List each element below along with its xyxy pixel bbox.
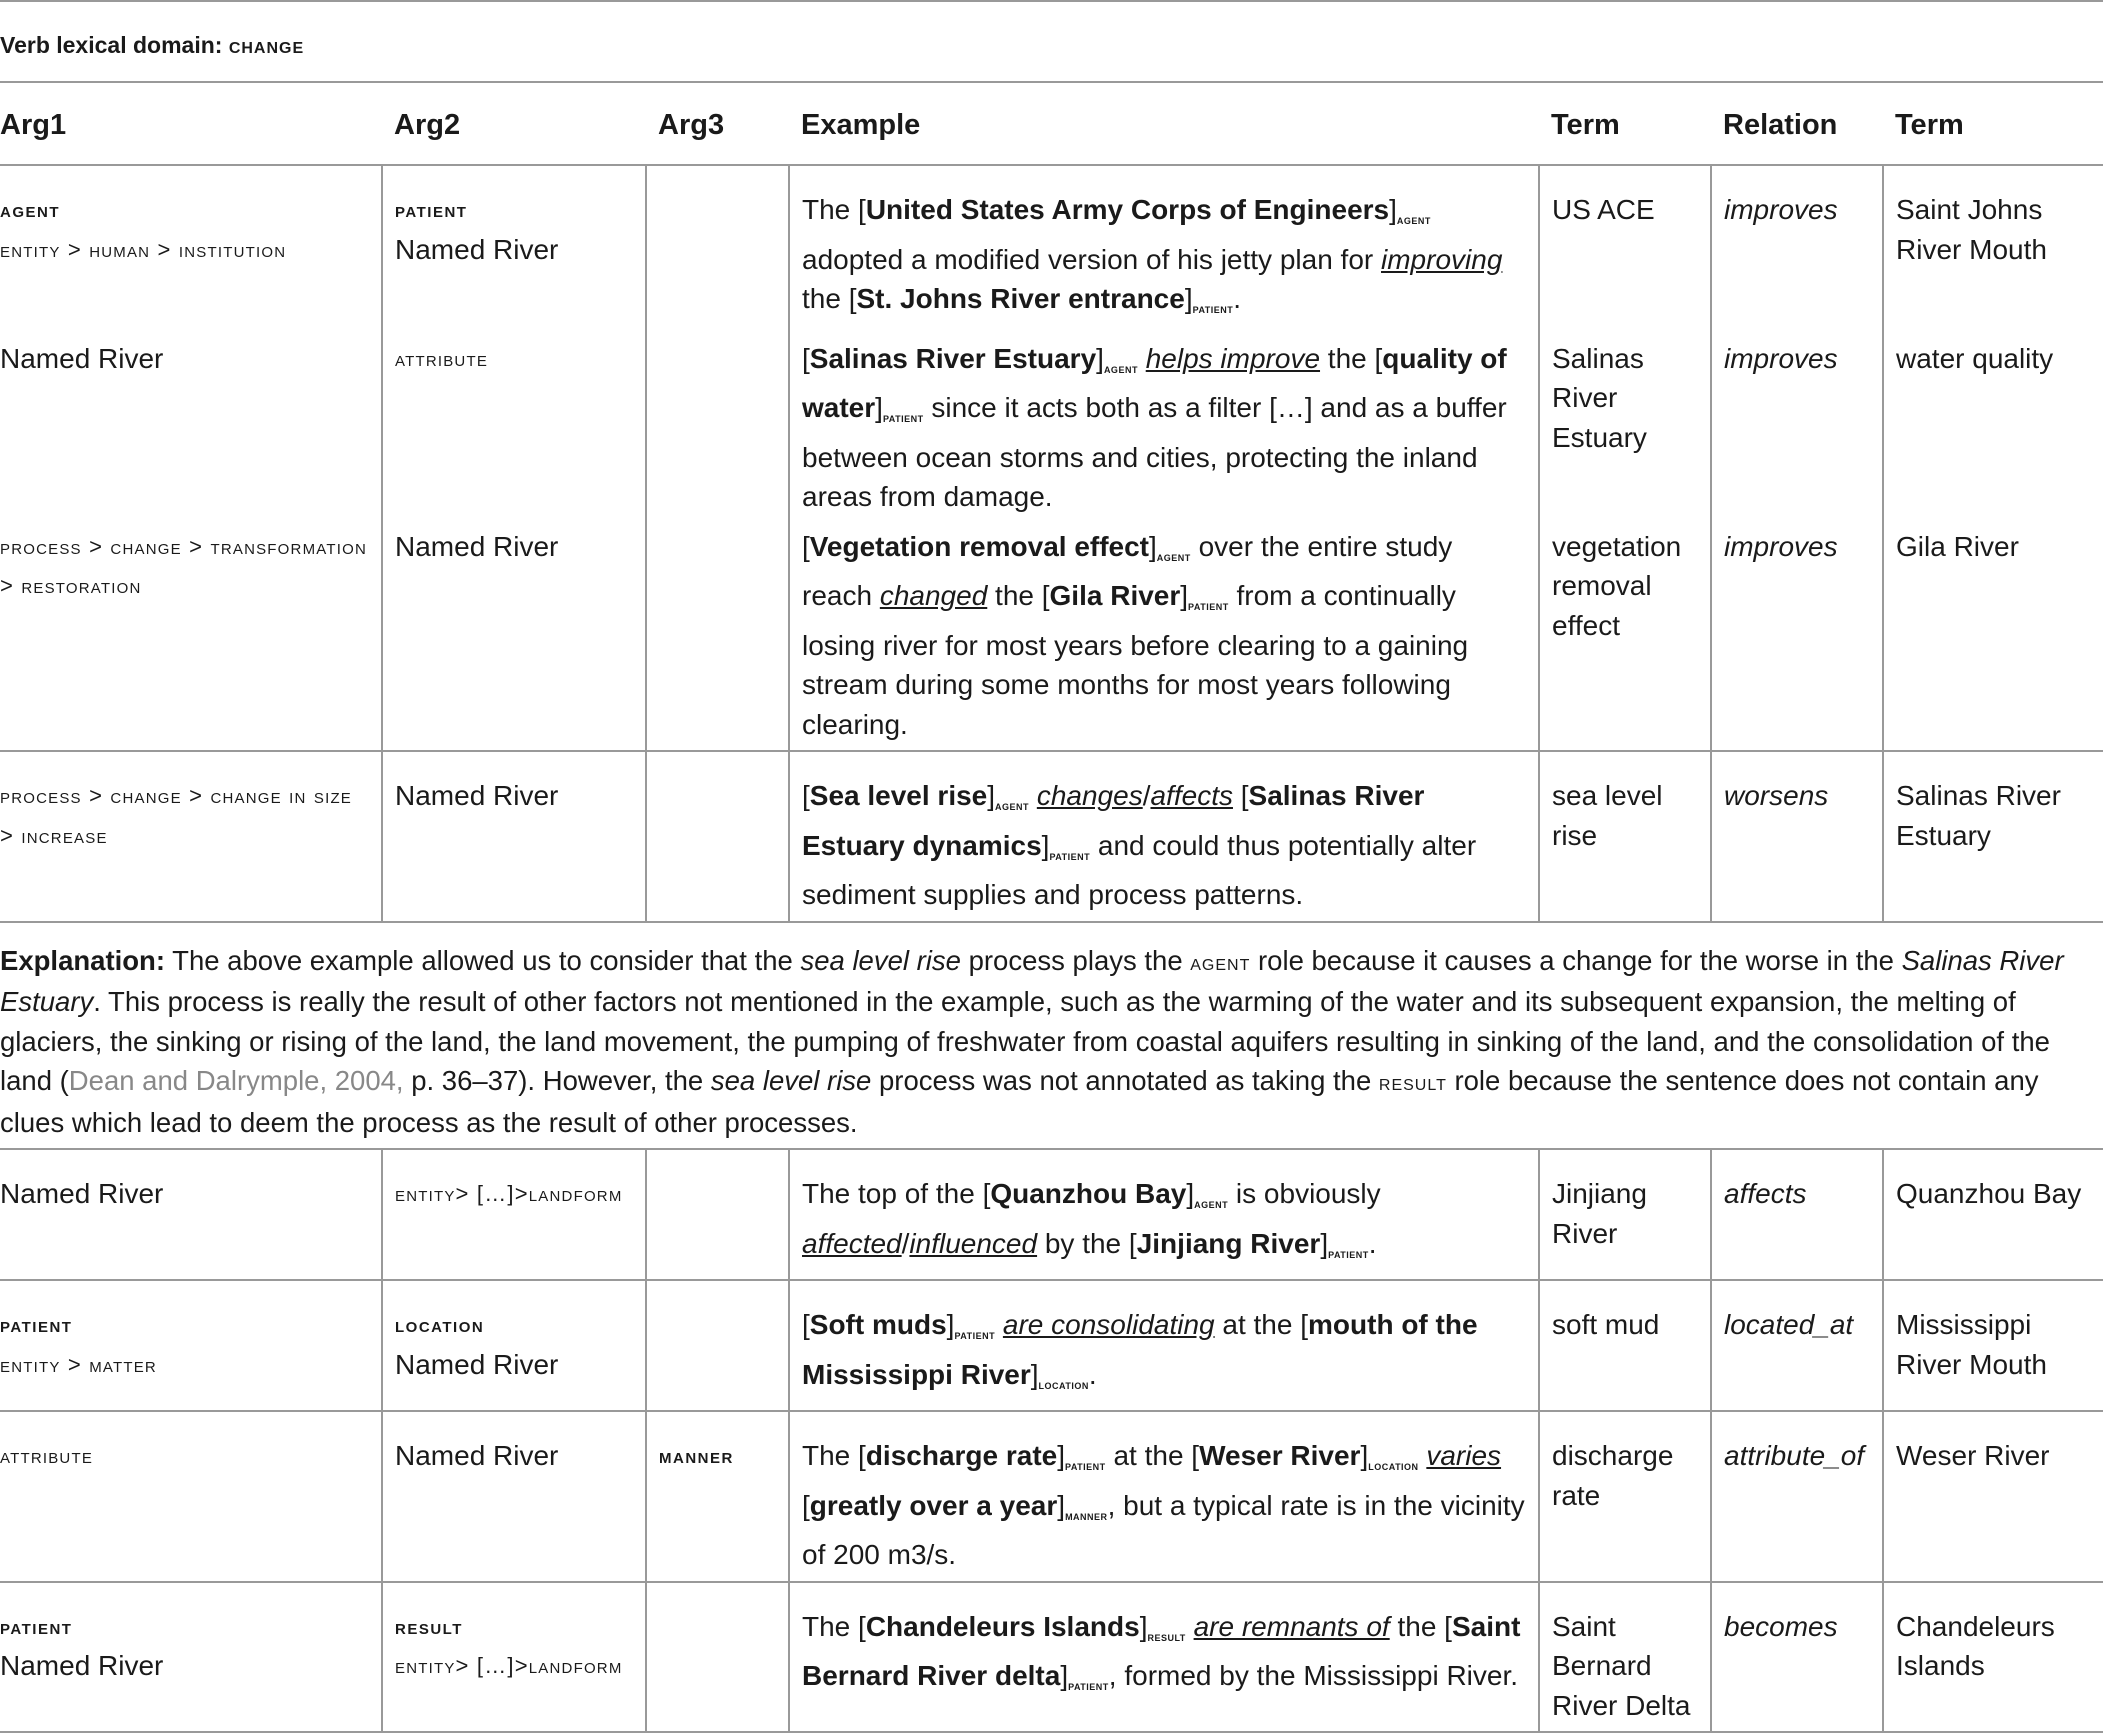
explanation-part: p. 36–37). However, the bbox=[403, 1065, 711, 1096]
header-row bbox=[0, 82, 2103, 165]
example-cell: [Sea level $rise]_{agent}$ changes/affects [Salinas River Estuary $dynamics]_{patient}$ and could thus potentially alter sediment supplies and process patterns. bbox=[789, 751, 1539, 922]
header-example: Example bbox=[789, 82, 1539, 165]
example-cell: The [United States Army Corps of $Engineers]_{agent}$ adopted a modified version of his jetty plan for improving the [St. Johns River $entrance]_{patient}$. bbox=[789, 165, 1539, 335]
term1-cell: discharge rate bbox=[1539, 1411, 1711, 1582]
table-row bbox=[0, 751, 2103, 922]
title-prefix: Verb lexical domain: bbox=[0, 32, 223, 58]
explanation-part: process was not annotated as taking the bbox=[871, 1065, 1379, 1096]
arg2-role: patient bbox=[395, 197, 468, 222]
explanation-part: role because the sentence does not contain any clues which lead to deem the process as the result of other processes. bbox=[0, 1065, 2039, 1138]
relation-cell: improves bbox=[1711, 335, 1883, 523]
arg1-ontology: entity > matter bbox=[0, 1351, 157, 1377]
arg2-cell bbox=[382, 165, 646, 335]
arg1-ontology: process > change > transformation > restoration bbox=[0, 533, 367, 598]
relation-cell: located_at bbox=[1711, 1280, 1883, 1411]
header-relation: Relation bbox=[1711, 82, 1883, 165]
term2-cell: Quanzhou Bay bbox=[1883, 1149, 2103, 1280]
arg2-text: Named River bbox=[395, 233, 559, 265]
explanation-label: Explanation: bbox=[0, 944, 166, 976]
arg3-cell bbox=[646, 1280, 789, 1411]
term1-cell: sea level rise bbox=[1539, 751, 1711, 922]
explanation-text bbox=[0, 922, 2103, 1150]
relation-cell: affects bbox=[1711, 1149, 1883, 1280]
table-row bbox=[0, 1149, 2103, 1280]
example-cell: The [discharge $rate]_{patient}$ at the [Weser $River]_{location}$ varies [greatly over a $year]_{manner}$, but a typical rate is in the vicinity of 200 m3/s. bbox=[789, 1411, 1539, 1582]
header-term-2: Term bbox=[1883, 82, 2103, 165]
explanation-part: The above example allowed us to consider that the bbox=[165, 944, 801, 976]
header-arg1: Arg1 bbox=[0, 82, 382, 165]
term1-cell: US ACE bbox=[1539, 165, 1711, 335]
arg1-cell bbox=[0, 751, 382, 922]
example-cell: [Salinas River $Estuary]_{agent}$ helps improve the [quality of $water]_{patient}$ since it acts both as a filter […] and as a buffer between ocean storms and cities, protecting the inland areas from damage. bbox=[789, 335, 1539, 523]
arg2-cell bbox=[382, 335, 646, 523]
arg1-role: patient bbox=[0, 1312, 73, 1337]
table-title bbox=[0, 1, 2103, 82]
arg3-role: manner bbox=[659, 1443, 734, 1468]
arg1-cell bbox=[0, 523, 382, 752]
relation-cell: becomes bbox=[1711, 1582, 1883, 1733]
relation-cell: attribute_of bbox=[1711, 1411, 1883, 1582]
explanation-part: role because it causes a change for the worse in the bbox=[1250, 944, 1902, 976]
citation-link[interactable]: Dean and Dalrymple, 2004, bbox=[68, 1065, 404, 1096]
arg3-cell bbox=[646, 1582, 789, 1733]
table-row bbox=[0, 1582, 2103, 1733]
example-cell: The [Chandeleurs $Islands]_{result}$ are remnants of the [Saint Bernard River $delta]_{patient}$, formed by the Mississippi River. bbox=[789, 1582, 1539, 1733]
explanation-row bbox=[0, 922, 2103, 1150]
term1-cell: Saint Bernard River Delta bbox=[1539, 1582, 1711, 1733]
arg3-cell bbox=[646, 1149, 789, 1280]
explanation-italic: sea level rise bbox=[800, 944, 961, 976]
term2-cell: Weser River bbox=[1883, 1411, 2103, 1582]
term1-cell: soft mud bbox=[1539, 1280, 1711, 1411]
arg3-cell bbox=[646, 165, 789, 335]
arg2-ontology: attribute bbox=[395, 345, 489, 371]
explanation-italic: sea level rise bbox=[710, 1065, 872, 1096]
term2-cell: water quality bbox=[1883, 335, 2103, 523]
header-arg3: Arg3 bbox=[646, 82, 789, 165]
arg1-cell bbox=[0, 1411, 382, 1582]
term1-cell: Salinas River Estuary bbox=[1539, 335, 1711, 523]
term1-cell: Jinjiang River bbox=[1539, 1149, 1711, 1280]
relation-cell: improves bbox=[1711, 523, 1883, 752]
arg1-role: agent bbox=[0, 197, 60, 222]
arg2-ontology: entity> […]>landform bbox=[395, 1181, 623, 1206]
arg2-cell bbox=[382, 1582, 646, 1733]
table-row bbox=[0, 1411, 2103, 1582]
arg2-ontology: entity> […]>landform bbox=[395, 1653, 623, 1678]
explanation-italic: Salinas River Estuary bbox=[0, 944, 2064, 1017]
arg3-cell bbox=[646, 751, 789, 922]
arg1-ontology: process > change > change in size > increase bbox=[0, 783, 353, 848]
table-title-row bbox=[0, 1, 2103, 82]
arg1-role: patient bbox=[0, 1613, 73, 1639]
arg1-text: Named River bbox=[0, 1650, 164, 1681]
explanation-part: process plays the bbox=[960, 944, 1191, 976]
arg1-ontology: entity > human > institution bbox=[0, 236, 287, 262]
arg3-cell bbox=[646, 335, 789, 523]
explanation-role: result bbox=[1378, 1069, 1447, 1095]
term2-cell: Mississippi River Mouth bbox=[1883, 1280, 2103, 1411]
arg2-cell bbox=[382, 1280, 646, 1411]
term2-cell: Chandeleurs Islands bbox=[1883, 1582, 2103, 1733]
arg1-cell bbox=[0, 1280, 382, 1411]
arg2-cell: Named River bbox=[382, 1411, 646, 1582]
arg1-cell: Named River bbox=[0, 1178, 164, 1209]
term2-cell: Salinas River Estuary bbox=[1883, 751, 2103, 922]
arg2-cell: Named River bbox=[382, 523, 646, 752]
arg3-cell bbox=[646, 1411, 789, 1582]
table-row bbox=[0, 1280, 2103, 1411]
example-cell: [Soft $muds]_{patient}$ are consolidating at the [mouth of the Mississippi $River]_{location}$. bbox=[789, 1280, 1539, 1411]
title-domain: change bbox=[228, 32, 305, 58]
arg1-cell: Named River bbox=[0, 342, 164, 374]
term2-cell: Saint Johns River Mouth bbox=[1883, 165, 2103, 335]
header-term: Term bbox=[1539, 82, 1711, 165]
table-row bbox=[0, 335, 2103, 523]
explanation-role: agent bbox=[1190, 948, 1251, 975]
header-arg2: Arg2 bbox=[382, 82, 646, 165]
arg1-cell bbox=[0, 1582, 382, 1733]
table-row bbox=[0, 165, 2103, 335]
explanation-part: . This process is really the result of other factors not mentioned in the example, such as the warming of the water and its subsequent expansion, the melting of glaciers, the sinking or rising of the land, the land movement, the pumping of freshwater from coastal aquifers resulting in sinking of the land, and the consolidation of the land ( bbox=[0, 986, 2050, 1096]
arg2-cell bbox=[382, 1149, 646, 1280]
relation-cell: improves bbox=[1711, 165, 1883, 335]
arg2-role: location bbox=[395, 1312, 485, 1337]
arg1-cell bbox=[0, 165, 382, 335]
table-row bbox=[0, 523, 2103, 752]
example-cell: [Vegetation removal $effect]_{agent}$ over the entire study reach changed the [Gila $River]_{patient}$ from a continually losing river for most years before clearing to a gaining stream during some months for most years following clearing. bbox=[789, 523, 1539, 752]
arg1-ontology: attribute bbox=[0, 1443, 94, 1468]
term2-cell: Gila River bbox=[1883, 523, 2103, 752]
arg2-role: result bbox=[395, 1613, 463, 1639]
term1-cell: vegetation removal effect bbox=[1539, 523, 1711, 752]
relation-cell: worsens bbox=[1711, 751, 1883, 922]
arg3-cell bbox=[646, 523, 789, 752]
arg2-cell: Named River bbox=[382, 751, 646, 922]
example-cell: The top of the [Quanzhou $Bay]_{agent}$ is obviously affected/influenced by the [Jinjiang $River]_{patient}$. bbox=[789, 1149, 1539, 1280]
arg2-text: Named River bbox=[395, 1348, 559, 1380]
